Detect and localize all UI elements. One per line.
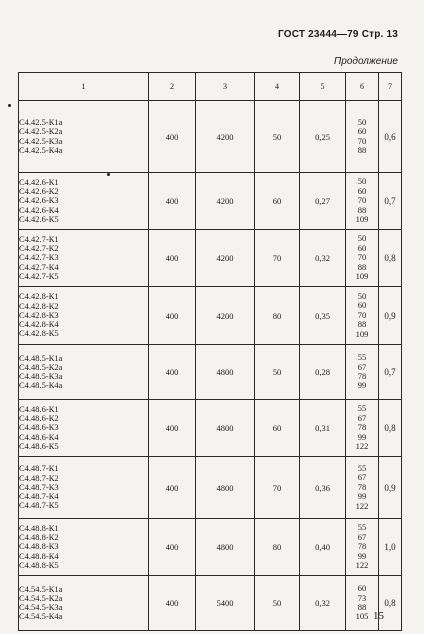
cell-c4: 60	[255, 400, 300, 457]
cell-c7: 0,9	[379, 457, 402, 519]
table-row	[19, 576, 402, 631]
mark-code: С4.54.5-К1а	[19, 583, 63, 594]
mark-code: С4.42.6-К3	[19, 195, 59, 206]
mark-code: С4.54.5-К2а	[19, 592, 63, 603]
column-header: 4	[255, 73, 300, 101]
cell-c3: 4800	[196, 519, 255, 576]
c6-value: 99	[357, 550, 367, 561]
cell-c2: 400	[149, 230, 196, 287]
cell-c3: 5400	[196, 576, 255, 631]
c6-value: 109	[355, 214, 369, 225]
mark-code: С4.42.7-К4	[19, 261, 59, 272]
c6-value: 70	[357, 252, 367, 263]
cell-c2: 400	[149, 287, 196, 345]
mark-code: С4.42.5-К3а	[19, 135, 63, 146]
mark-code: С4.54.5-К4а	[19, 611, 63, 622]
mark-code: С4.48.8-К1	[19, 522, 59, 533]
c6-value: 60	[357, 583, 367, 594]
mark-code: С4.42.5-К1а	[19, 117, 63, 128]
column-header: 6	[346, 73, 379, 101]
mark-list	[19, 230, 149, 287]
cell-c2: 400	[149, 519, 196, 576]
header-row	[19, 73, 402, 101]
mark-code: С4.48.8-К4	[19, 550, 59, 561]
cell-c5: 0,32	[300, 230, 346, 287]
mark-code: С4.48.6-К2	[19, 413, 59, 424]
c6-value: 55	[357, 352, 367, 363]
cell-c6	[346, 230, 379, 287]
cell-c5: 0,36	[300, 457, 346, 519]
c6-value: 60	[357, 300, 367, 311]
mark-code: С4.48.6-К4	[19, 431, 59, 442]
cell-c5: 0,27	[300, 173, 346, 230]
cell-c7: 0,6	[379, 101, 402, 173]
table-row	[19, 230, 402, 287]
cell-c7: 0,8	[379, 230, 402, 287]
c6-value: 73	[357, 592, 367, 603]
cell-c4: 70	[255, 457, 300, 519]
table-row	[19, 457, 402, 519]
mark-code: С4.48.8-К3	[19, 541, 59, 552]
table-row	[19, 287, 402, 345]
mark-code: С4.48.8-К2	[19, 532, 59, 543]
c6-value: 78	[357, 371, 367, 381]
mark-list	[19, 173, 149, 230]
cell-c7: 1,0	[379, 519, 402, 576]
c6-value: 67	[357, 412, 367, 423]
cell-c2: 400	[149, 101, 196, 173]
cell-c6	[346, 345, 379, 400]
mark-list	[19, 287, 149, 345]
cell-c5: 0,31	[300, 400, 346, 457]
table-row	[19, 101, 402, 173]
cell-c6	[346, 287, 379, 345]
standard-number: ГОСТ 23444—79	[277, 29, 359, 40]
mark-code: С4.48.5-К2а	[19, 361, 63, 372]
mark-code: С4.42.7-К1	[19, 233, 59, 244]
mark-code: С4.42.8-К3	[19, 309, 59, 320]
c6-value: 99	[357, 431, 367, 442]
cell-c5: 0,25	[300, 101, 346, 173]
c6-value: 67	[357, 361, 367, 372]
margin-dot	[107, 173, 110, 176]
mark-code: С4.42.7-К2	[19, 243, 59, 254]
mark-code: С4.48.7-К1	[19, 463, 59, 474]
c6-value: 122	[355, 500, 369, 511]
mark-code: С4.42.5-К2а	[19, 126, 63, 137]
mark-code: С4.42.8-К1	[19, 291, 59, 302]
cell-c7: 0,7	[379, 173, 402, 230]
table-row	[19, 173, 402, 230]
continuation-label: Продолжение	[334, 56, 398, 67]
page-header	[278, 29, 398, 40]
c6-value: 50	[357, 176, 367, 187]
mark-code: С4.48.5-К4а	[19, 380, 63, 391]
mark-code: С4.42.8-К2	[19, 300, 59, 311]
c6-value: 99	[357, 380, 367, 391]
column-header: 1	[19, 73, 149, 101]
c6-value: 78	[357, 422, 367, 433]
cell-c4: 50	[255, 101, 300, 173]
column-header: 2	[149, 73, 196, 101]
cell-c5: 0,32	[300, 576, 346, 631]
cell-c7: 0,8	[379, 400, 402, 457]
column-header: 3	[196, 73, 255, 101]
column-header: 5	[300, 73, 346, 101]
c6-value: 122	[355, 441, 369, 452]
mark-code: С4.42.5-К4а	[19, 144, 63, 155]
column-header: 7	[379, 73, 402, 101]
c6-value: 50	[357, 290, 367, 301]
c6-value: 109	[355, 328, 369, 339]
cell-c7: 0,9	[379, 287, 402, 345]
mark-code: С4.42.8-К4	[19, 319, 59, 330]
cell-c3: 4200	[196, 173, 255, 230]
cell-c6	[346, 173, 379, 230]
c6-value: 88	[357, 319, 367, 330]
mark-code: С4.48.7-К2	[19, 472, 59, 483]
cell-c3: 4200	[196, 230, 255, 287]
mark-code: С4.48.5-К1а	[19, 352, 63, 363]
cell-c2: 400	[149, 400, 196, 457]
c6-value: 70	[357, 309, 367, 320]
c6-value: 122	[355, 560, 369, 571]
c6-value: 60	[357, 242, 367, 253]
cell-c6	[346, 101, 379, 173]
c6-value: 88	[357, 204, 367, 215]
cell-c2: 400	[149, 576, 196, 631]
c6-value: 67	[357, 472, 367, 483]
mark-list	[19, 576, 149, 631]
cell-c4: 80	[255, 519, 300, 576]
c6-value: 78	[357, 541, 367, 552]
page-label: Стр. 13	[361, 29, 398, 40]
mark-code: С4.48.7-К3	[19, 481, 59, 492]
mark-code: С4.42.6-К5	[19, 213, 59, 224]
c6-value: 78	[357, 481, 367, 492]
table-row	[19, 519, 402, 576]
c6-value: 55	[357, 403, 367, 414]
cell-c6	[346, 519, 379, 576]
mark-list	[19, 345, 149, 400]
c6-value: 70	[357, 195, 367, 206]
mark-code: С4.54.5-К3а	[19, 602, 63, 612]
mark-list	[19, 519, 149, 576]
c6-value: 99	[357, 491, 367, 502]
cell-c7: 0,7	[379, 345, 402, 400]
cell-c4: 80	[255, 287, 300, 345]
table-row	[19, 345, 402, 400]
cell-c7: 0,8	[379, 576, 402, 631]
cell-c4: 70	[255, 230, 300, 287]
mark-code: С4.48.5-К3а	[19, 371, 63, 381]
cell-c3: 4200	[196, 287, 255, 345]
mark-code: С4.48.6-К5	[19, 440, 59, 451]
cell-c4: 50	[255, 576, 300, 631]
cell-c5: 0,28	[300, 345, 346, 400]
mark-code: С4.42.6-К1	[19, 176, 59, 187]
c6-value: 109	[355, 271, 369, 282]
c6-value: 60	[357, 126, 367, 137]
cell-c3: 4800	[196, 400, 255, 457]
c6-value: 55	[357, 462, 367, 473]
c6-value: 50	[357, 233, 367, 244]
mark-code: С4.48.7-К4	[19, 491, 59, 502]
mark-code: С4.48.6-К3	[19, 422, 59, 433]
table-body	[19, 101, 402, 631]
mark-code: С4.42.7-К3	[19, 252, 59, 263]
c6-value: 70	[357, 135, 367, 146]
cell-c6	[346, 576, 379, 631]
cell-c2: 400	[149, 173, 196, 230]
cell-c5: 0,35	[300, 287, 346, 345]
cell-c4: 50	[255, 345, 300, 400]
page-number: 15	[373, 610, 384, 622]
c6-value: 105	[355, 611, 369, 622]
mark-list	[19, 400, 149, 457]
cell-c4: 60	[255, 173, 300, 230]
mark-code: С4.48.7-К5	[19, 500, 59, 511]
cell-c2: 400	[149, 345, 196, 400]
cell-c3: 4800	[196, 457, 255, 519]
mark-list	[19, 101, 149, 173]
cell-c5: 0,40	[300, 519, 346, 576]
cell-c3: 4800	[196, 345, 255, 400]
table-row	[19, 400, 402, 457]
specification-table	[18, 72, 402, 631]
margin-dot	[8, 104, 11, 107]
cell-c3: 4200	[196, 101, 255, 173]
mark-code: С4.42.6-К4	[19, 204, 59, 215]
c6-value: 55	[357, 522, 367, 533]
cell-c6	[346, 400, 379, 457]
mark-code: С4.42.7-К5	[19, 270, 59, 281]
cell-c2: 400	[149, 457, 196, 519]
mark-list	[19, 457, 149, 519]
cell-c6	[346, 457, 379, 519]
c6-value: 88	[357, 261, 367, 272]
mark-code: С4.48.8-К5	[19, 559, 59, 570]
mark-code: С4.42.8-К5	[19, 328, 59, 339]
c6-value: 88	[357, 602, 367, 612]
mark-code: С4.42.6-К2	[19, 186, 59, 197]
mark-code: С4.48.6-К1	[19, 403, 59, 414]
c6-value: 67	[357, 531, 367, 542]
c6-value: 50	[357, 116, 367, 127]
c6-value: 88	[357, 144, 367, 155]
c6-value: 60	[357, 185, 367, 196]
